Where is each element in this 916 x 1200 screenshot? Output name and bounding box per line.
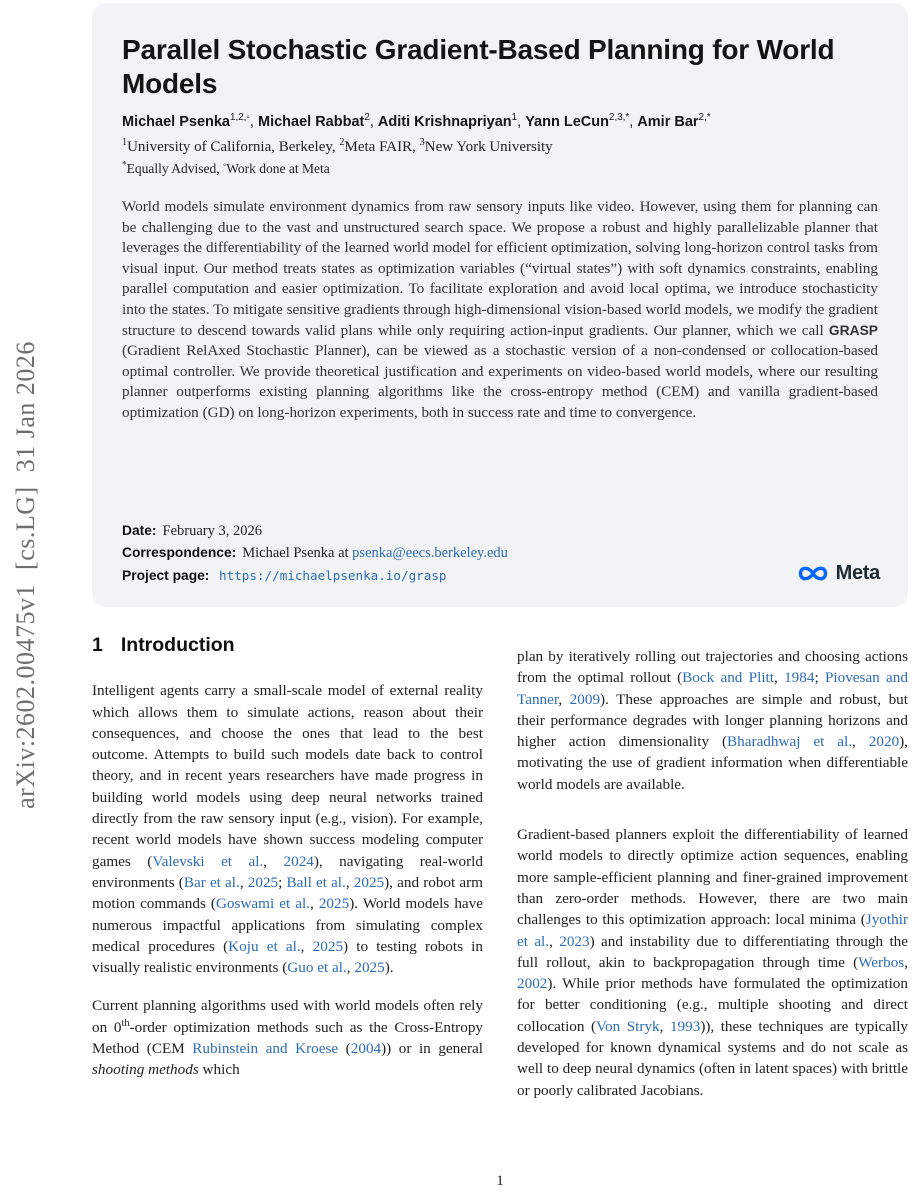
meta-infinity-icon [795, 562, 831, 585]
text-segment: ). World models have numerous impactful applications from simulating complex medical procedures ( [92, 895, 484, 955]
author: Aditi Krishnapriyan$^1$, [377, 112, 526, 130]
text-segment: , [309, 895, 319, 913]
section-title: Introduction [120, 634, 235, 656]
page-number: 1 [496, 1173, 504, 1189]
citation-link[interactable]: Bock and Plitt [682, 669, 774, 687]
right-column-text [517, 646, 908, 1101]
text-segment: Current planning algorithms used with world models often rely on 0 [92, 997, 483, 1036]
author: Michael Psenka$^{1,2,◦}$, [122, 112, 258, 130]
meta-logo-text: Meta [835, 562, 880, 584]
correspondence-line [122, 542, 508, 565]
citation-link[interactable]: 2002 [517, 975, 548, 993]
citation-link[interactable]: Valevski et al. [152, 852, 264, 870]
text-segment: which [198, 1061, 240, 1079]
citation-link[interactable]: 2025 [318, 895, 350, 913]
citation-link[interactable]: 2020 [868, 733, 900, 751]
author: Amir Bar$^{2,*}$ [637, 112, 711, 130]
text-segment: ). While prior methods have formulated the optimization for better conditioning (e.g., multiple shooting and direct collocation ( [517, 975, 908, 1035]
text-segment: ), navigating real-world environments ( [92, 852, 483, 891]
text-segment: , [558, 690, 570, 708]
section-number: 1 [92, 634, 103, 656]
section-heading [92, 635, 483, 656]
text-segment: GRASP [828, 322, 878, 338]
abstract [122, 197, 878, 424]
text-segment: ( [338, 1040, 351, 1058]
citation-link[interactable]: 2025 [247, 873, 279, 891]
text-segment: (Gradient RelAxed Stochastic Planner), can be viewed as a stochastic version of a non-condensed or collocation-based optimal controller. We provide theoretical justification and experiments on video-based world models, where our resulting planner outperforms existing planning algorithms like the cross-entropy method (CEM) and vanilla gradient-based optimization (GD) on long-horizon experiments, both in success rate and time to convergence. [122, 342, 878, 421]
text-segment: ), motivating the use of gradient information when differentiable world models are available. [517, 733, 908, 793]
citation-link[interactable]: 2009 [569, 690, 601, 708]
text-segment: , [773, 669, 785, 687]
text-segment: -order optimization methods such as the Cross-Entropy Method (CEM [92, 1018, 484, 1058]
left-column [92, 633, 483, 1101]
text-segment: ; [278, 873, 287, 891]
citation-link[interactable]: Bharadhwaj et al. [727, 733, 853, 751]
citation-link[interactable]: Guo et al. [287, 959, 347, 977]
author: Michael Rabbat$^2$, [257, 112, 378, 130]
superscript: th [121, 1017, 130, 1029]
text-segment: , [852, 733, 869, 751]
text-segment: ) and instability due to differentiating through the full rollout, akin to backpropagation through time ( [517, 932, 908, 971]
citation-link[interactable]: 2023 [559, 932, 590, 950]
correspondence-text: Michael Psenka at [242, 545, 349, 561]
citation-link[interactable]: 2025 [312, 937, 344, 955]
text-segment: Gradient-based planners exploit the differentiability of learned world models to directly optimize action sequences, enabling more sample-efficient planning and finer-grained improvement than zero-order methods. However, there are two main challenges to this optimization approach: local minima ( [517, 826, 908, 929]
left-column-text [92, 680, 483, 1080]
text-segment: , [239, 873, 248, 891]
text-segment: shooting methods [92, 1061, 199, 1079]
text-segment: ), and robot arm motion commands ( [92, 873, 483, 913]
author-notes-line: *Equally Advised, ◦Work done at Meta [122, 159, 330, 176]
project-page-label: Project page: [122, 567, 210, 583]
body-columns [92, 633, 908, 1101]
affiliations-line: $^1$University of California, Berkeley, $^2$Meta FAIR, $^3$New York University [122, 137, 553, 155]
meta-logo [795, 562, 880, 585]
author-line [122, 114, 878, 130]
project-page-link[interactable]: https://michaelpsenka.io/grasp [219, 567, 447, 583]
correspondence-email-link[interactable]: psenka@eecs.berkeley.edu [352, 545, 508, 561]
citation-link[interactable]: Piovesan and Tanner [517, 669, 908, 708]
text-segment: , [345, 873, 354, 891]
paper-meta [122, 520, 508, 588]
text-segment: Intelligent agents carry a small-scale model of external reality which allows them to simulate actions, reason about their consequences, and choose the ones that lead to the best outcome. Attempts to build such models date back to control theory, and in recent years researchers have made progress in building world models using deep neural networks trained directly from the raw sensory input (e.g., vision). For example, recent world models have shown success modeling computer games ( [92, 682, 483, 870]
project-page-line [122, 565, 508, 588]
text-segment: plan by iteratively rolling out trajectories and choosing actions from the optimal rollout ( [517, 648, 908, 687]
citation-link[interactable]: 1984 [784, 669, 815, 687]
text-segment: , [300, 937, 313, 955]
citation-link[interactable]: Koju et al. [228, 937, 301, 955]
text-segment: , [346, 959, 355, 977]
text-segment: )) or in general [381, 1040, 484, 1058]
citation-link[interactable]: Werbos [858, 953, 905, 971]
text-segment: )), these techniques are typically developed for known dynamical systems and do not scale as well to deep neural dynamics (often in latent spaces) with brittle or poorly calibrated Jacobians. [517, 1017, 909, 1099]
correspondence-label: Correspondence: [122, 545, 237, 560]
right-column [517, 633, 908, 1101]
paragraph [92, 680, 483, 978]
page-title: Parallel Stochastic Gradient-Based Planning for World Models [122, 34, 835, 99]
text-segment: ) to testing robots in visually realistic environments ( [92, 937, 483, 977]
citation-link[interactable]: 2025 [354, 959, 385, 977]
author: Yann LeCun$^{2,3,*}$, [525, 112, 638, 130]
text-segment: , [659, 1017, 670, 1035]
citation-link[interactable]: Goswami et al. [215, 895, 310, 913]
citation-link[interactable]: Von Stryk [596, 1017, 660, 1035]
paragraph [92, 995, 483, 1080]
citation-link[interactable]: Ball et al. [286, 873, 346, 891]
arxiv-watermark: arXiv:2602.00475v1 [cs.LG] 31 Jan 2026 [11, 341, 40, 809]
header-card [92, 3, 908, 607]
text-segment: ). [384, 959, 394, 977]
date-label: Date: [122, 522, 157, 538]
citation-link[interactable]: 2025 [353, 873, 385, 891]
paragraph [517, 824, 908, 1101]
date-line [122, 520, 508, 543]
text-segment: World models simulate environment dynamics from raw sensory inputs like video. However, using them for planning can be challenging due to the vast and unstructured search space. We propose a robust and highly parallelizable planner that leverages the differentiability of the learned world model for efficient optimization, solving long-horizon control tasks from visual input. Our method treats states as optimization variables (“virtual states”) with soft dynamics constraints, enabling parallel computation and easier optimization. To facilitate exploration and avoid local optima, we introduce stochasticity into the states. To mitigate sensitive gradients through high-dimensional vision-based world models, we modify the gradient structure to descend towards valid plans while only requiring action-input gradients. Our planner, which we call [122, 198, 878, 339]
paragraph [517, 646, 908, 795]
citation-link[interactable]: 1993 [669, 1017, 701, 1035]
citation-link[interactable]: Jyothir et al. [517, 911, 908, 950]
text-segment: ; [814, 669, 825, 687]
text-segment: , [904, 953, 908, 971]
citation-link[interactable]: Bar et al. [183, 873, 240, 891]
citation-link[interactable]: 2024 [283, 852, 314, 870]
text-segment: , [549, 932, 560, 950]
citation-link[interactable]: 2004 [350, 1040, 382, 1058]
text-segment: ). These approaches are simple and robust, but their performance degrades with longer planning horizons and higher action dimensionality ( [517, 690, 908, 751]
text-segment: , [263, 852, 284, 870]
date-value: February 3, 2026 [162, 522, 262, 539]
citation-link[interactable]: Rubinstein and Kroese [192, 1040, 339, 1058]
